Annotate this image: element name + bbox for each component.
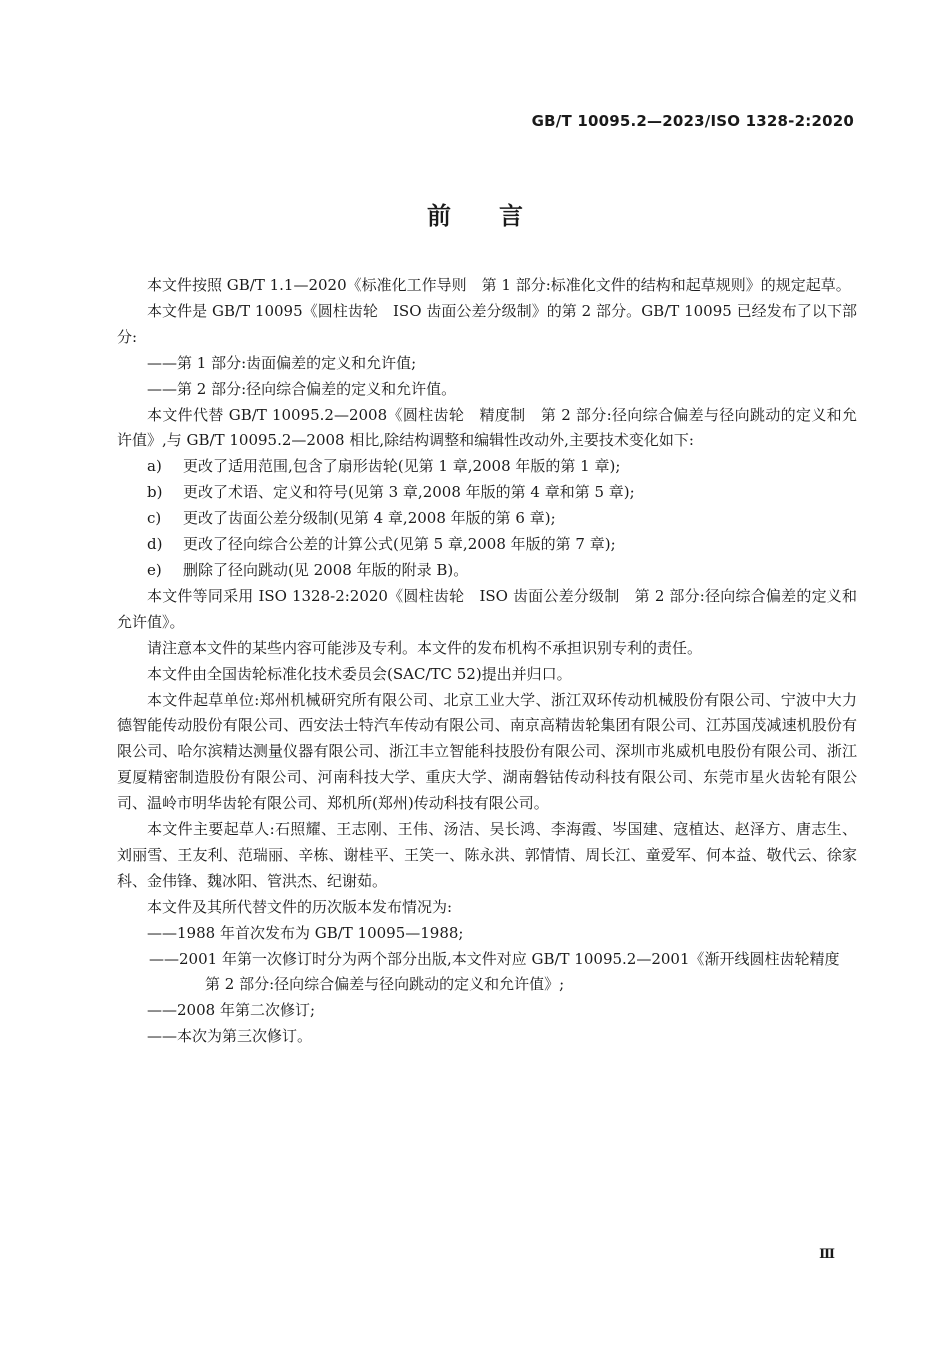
change-label: a)	[147, 457, 162, 476]
standard-number-header: GB/T 10095.2—2023/ISO 1328-2:2020	[531, 112, 854, 130]
foreword-content	[117, 273, 857, 1050]
change-list-item	[117, 532, 857, 558]
change-label: c)	[147, 509, 162, 528]
paragraph-history-intro: 本文件及其所代替文件的历次版本发布情况为:	[147, 897, 453, 916]
page-number: Ⅲ	[819, 1247, 835, 1262]
change-list-item	[117, 454, 857, 480]
change-list-item	[117, 558, 857, 584]
paragraph-adoption: 本文件等同采用 ISO 1328-2:2020《圆柱齿轮 ISO 齿面公差分级制 第 2 部分:径向综合偏差的定义和允许值》。	[117, 586, 857, 631]
change-list-item	[117, 480, 857, 506]
paragraph-patent-notice: 请注意本文件的某些内容可能涉及专利。本文件的发布机构不承担识别专利的责任。	[147, 638, 703, 657]
change-label: b)	[147, 483, 163, 502]
paragraph-drafting-units: 本文件起草单位:郑州机械研究所有限公司、北京工业大学、浙江双环传动机械股份有限公司、宁波中大力德智能传动股份有限公司、西安法士特汽车传动有限公司、南京高精齿轮集团有限公司、江苏国茂减速机股份有限公司、哈尔滨精达测量仪器有限公司、浙江丰立智能科技股份有限公司、深圳市兆威机电股份有限公司、浙江夏厦精密制造股份有限公司、河南科技大学、重庆大学、湖南磐钴传动科技有限公司、东莞市星火齿轮有限公司、温岭市明华齿轮有限公司、郑机所(郑州)传动科技有限公司。	[117, 690, 857, 813]
history-list-item: ——2001 年第一次修订时分为两个部分出版,本文件对应 GB/T 10095.2—2001《渐开线圆柱齿轮精度 第 2 部分:径向综合偏差与径向跳动的定义和允许值》;	[149, 949, 855, 994]
change-text: 更改了适用范围,包含了扇形齿轮(见第 1 章,2008 年版的第 1 章);	[183, 457, 621, 476]
paragraph-part-overview: 本文件是 GB/T 10095《圆柱齿轮 ISO 齿面公差分级制》的第 2 部分。GB/T 10095 已经发布了以下部分:	[117, 301, 857, 346]
change-text: 删除了径向跳动(见 2008 年版的附录 B)。	[183, 560, 469, 579]
change-label: e)	[147, 560, 162, 579]
part-list-item: ——第 2 部分:径向综合偏差的定义和允许值。	[147, 379, 457, 398]
change-text: 更改了术语、定义和符号(见第 3 章,2008 年版的第 4 章和第 5 章);	[183, 483, 635, 502]
page-title: 前言	[427, 202, 571, 230]
history-list-item: ——1988 年首次发布为 GB/T 10095—1988;	[147, 923, 464, 942]
part-list-item: ——第 1 部分:齿面偏差的定义和允许值;	[147, 353, 417, 372]
change-text: 更改了径向综合公差的计算公式(见第 5 章,2008 年版的第 7 章);	[183, 535, 616, 554]
paragraph-drafters: 本文件主要起草人:石照耀、王志刚、王伟、汤洁、吴长鸿、李海霞、岑国建、寇植达、赵泽方、唐志生、刘丽雪、王友利、范瑞丽、辛栋、谢桂平、王笑一、陈永洪、郭情情、周长江、童爱军、何本益、敬代云、徐家科、金伟锋、魏冰阳、管洪杰、纪谢茹。	[117, 820, 857, 890]
history-list-item: ——本次为第三次修订。	[147, 1027, 313, 1046]
paragraph-drafting-rules: 本文件按照 GB/T 1.1—2020《标准化工作导则 第 1 部分:标准化文件的结构和起草规则》的规定起草。	[147, 276, 851, 294]
change-label: d)	[147, 535, 163, 554]
history-list-item: ——2008 年第二次修订;	[147, 1001, 315, 1020]
paragraph-replacement: 本文件代替 GB/T 10095.2—2008《圆柱齿轮 精度制 第 2 部分:径向综合偏差与径向跳动的定义和允许值》,与 GB/T 10095.2—2008 相比,除结构调整和编辑性改动外,主要技术变化如下:	[117, 405, 857, 450]
paragraph-proposer: 本文件由全国齿轮标准化技术委员会(SAC/TC 52)提出并归口。	[147, 664, 572, 683]
change-text: 更改了齿面公差分级制(见第 4 章,2008 年版的第 6 章);	[183, 509, 556, 528]
change-list-item	[117, 506, 857, 532]
